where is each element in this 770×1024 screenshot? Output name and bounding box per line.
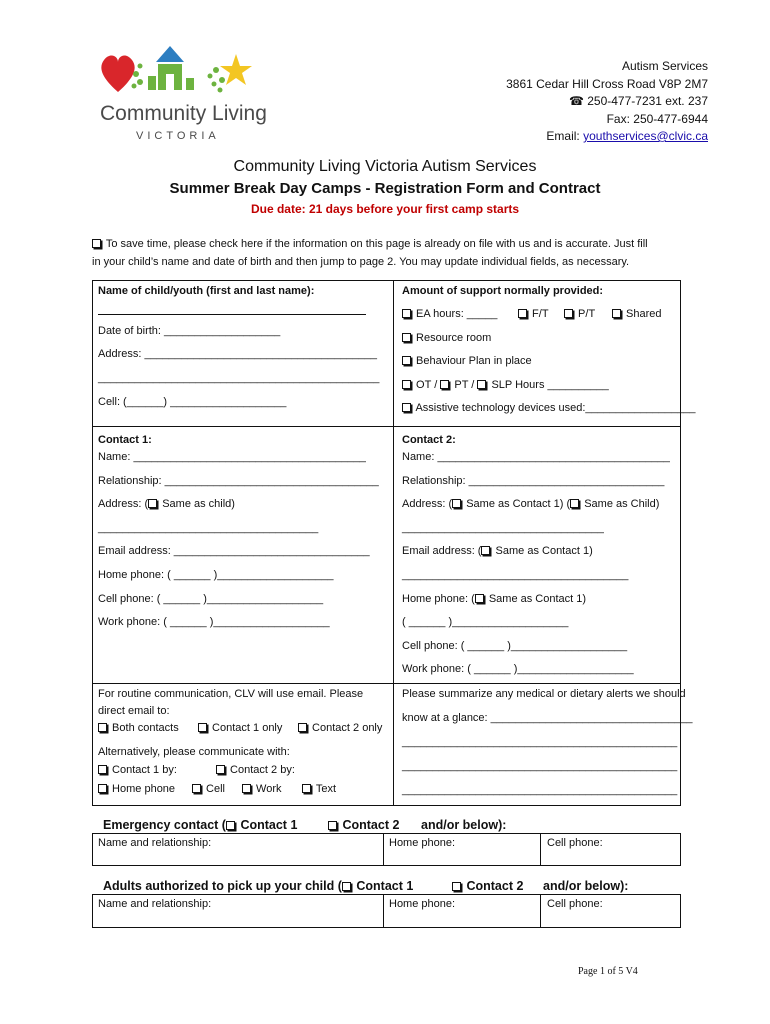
cell-checkbox[interactable]	[192, 784, 201, 793]
pickup-name-cell[interactable]: Name and relationship:	[98, 898, 212, 910]
email-link[interactable]: youthservices@clvic.ca	[583, 129, 708, 143]
resource-room-option: Resource room	[402, 332, 491, 344]
pt-checkbox[interactable]	[564, 309, 573, 318]
medical-field-4[interactable]: _____________________________________________	[402, 784, 678, 796]
logo-subtext: VICTORIA	[136, 130, 220, 142]
home-phone-option: Home phone	[98, 783, 175, 795]
medical-field-3[interactable]: _____________________________________________	[402, 760, 678, 772]
assistive-tech-option: Assistive technology devices used:__________________	[402, 402, 696, 414]
therapy-hours-option: OT / PT / SLP Hours __________	[402, 379, 609, 391]
due-date: Due date: 21 days before your first camp starts	[250, 202, 520, 216]
intro-line-2: in your child’s name and date of birth and then jump to page 2. You may update individual fields, as necessary.	[92, 256, 630, 268]
pt-option: P/T	[564, 308, 595, 320]
contact1-title: Contact 1:	[98, 434, 152, 446]
contact2-email-line-2[interactable]: _____________________________________	[402, 569, 629, 581]
contact2-home-same-checkbox[interactable]	[475, 594, 484, 603]
emergency-contact1-checkbox[interactable]	[226, 821, 235, 830]
contact1-address-field: Address: ( Same as child)	[98, 498, 235, 510]
contact1-relationship-field[interactable]: Relationship: ___________________________________	[98, 475, 379, 487]
work-checkbox[interactable]	[242, 784, 251, 793]
medical-field-2[interactable]: _____________________________________________	[402, 736, 678, 748]
contact2-only-option: Contact 2 only	[298, 722, 382, 734]
resource-room-checkbox[interactable]	[402, 333, 411, 342]
emergency-contact2-checkbox[interactable]	[328, 821, 337, 830]
heart-icon	[101, 56, 134, 92]
child-cell-field[interactable]: Cell: (______) ___________________	[98, 396, 287, 408]
street-address: 3861 Cedar Hill Cross Road V8P 2M7	[506, 76, 708, 91]
child-name-field[interactable]	[98, 303, 366, 315]
child-address-field[interactable]: Address: ______________________________________	[98, 348, 377, 360]
both-contacts-option: Both contacts	[98, 722, 179, 734]
contact1-by-option: Contact 1 by:	[98, 764, 177, 776]
pickup-heading-end: and/or below):	[543, 879, 629, 893]
emergency-name-cell[interactable]: Name and relationship:	[98, 837, 212, 849]
pickup-heading: Adults authorized to pick up your child ( Contact 1	[103, 879, 414, 893]
slp-checkbox[interactable]	[477, 380, 486, 389]
contact1-cell-phone-field[interactable]: Cell phone: ( ______ )___________________	[98, 593, 324, 605]
contact1-only-option: Contact 1 only	[198, 722, 282, 734]
contact2-cell-phone-field[interactable]: Cell phone: ( ______ )___________________	[402, 640, 628, 652]
org-name: Autism Services	[621, 59, 708, 73]
house-roof-icon	[156, 46, 184, 62]
pt-therapy-checkbox[interactable]	[440, 380, 449, 389]
contact1-by-checkbox[interactable]	[98, 765, 107, 774]
support-title: Amount of support normally provided:	[402, 285, 604, 297]
alt-comm-text: Alternatively, please communicate with:	[98, 746, 290, 758]
contact2-email-same-checkbox[interactable]	[481, 546, 490, 555]
ea-hours-checkbox[interactable]	[402, 309, 411, 318]
contact2-email-field: Email address: ( Same as Contact 1)	[402, 545, 593, 557]
text-checkbox[interactable]	[302, 784, 311, 793]
contact2-title: Contact 2:	[402, 434, 456, 446]
contact2-work-phone-field[interactable]: Work phone: ( ______ )___________________	[402, 663, 634, 675]
contact2-home-phone-line-2[interactable]: ( ______ )___________________	[402, 616, 569, 628]
home-phone-checkbox[interactable]	[98, 784, 107, 793]
logo	[96, 40, 266, 150]
both-contacts-checkbox[interactable]	[98, 723, 107, 732]
assistive-tech-checkbox[interactable]	[402, 403, 411, 412]
text-option: Text	[302, 783, 336, 795]
contact2-same-as-contact1-checkbox[interactable]	[452, 499, 461, 508]
page-number: Page 1 of 5 V4	[578, 966, 638, 977]
contact2-relationship-field[interactable]: Relationship: ________________________________	[402, 475, 665, 487]
address-block	[506, 58, 708, 146]
pickup-heading-c2: Contact 2	[452, 879, 523, 893]
fax-number: Fax: 250-477-6944	[606, 111, 708, 126]
contact2-by-option: Contact 2 by:	[216, 764, 295, 776]
routine-comm-text-2: direct email to:	[98, 705, 170, 717]
logo-graphic	[96, 40, 256, 100]
pickup-contact2-checkbox[interactable]	[452, 882, 461, 891]
email-line: Email: youthservices@clvic.ca	[546, 129, 708, 143]
medical-text-1: Please summarize any medical or dietary alerts we should	[402, 688, 686, 700]
contact1-home-phone-field[interactable]: Home phone: ( ______ )___________________	[98, 569, 334, 581]
behaviour-plan-checkbox[interactable]	[402, 356, 411, 365]
contact2-address-field: Address: ( Same as Contact 1) ( Same as Child)	[402, 498, 660, 510]
contact1-address-line-2[interactable]: ____________________________________	[98, 522, 319, 534]
emergency-cell-cell[interactable]: Cell phone:	[547, 837, 603, 849]
intro-line-1: To save time, please check here if the information on this page is already on file with us and is accurate. Just fill	[92, 238, 648, 250]
emergency-heading: Emergency contact ( Contact 1	[103, 818, 298, 832]
ft-option: F/T	[518, 308, 549, 320]
emergency-heading-end: and/or below):	[421, 818, 507, 832]
contact2-same-as-child-checkbox[interactable]	[570, 499, 579, 508]
contact1-work-phone-field[interactable]: Work phone: ( ______ )___________________	[98, 616, 330, 628]
emergency-heading-c2: Contact 2	[328, 818, 399, 832]
pickup-home-cell[interactable]: Home phone:	[389, 898, 456, 910]
child-name-label: Name of child/youth (first and last name):	[98, 285, 315, 297]
contact2-name-field[interactable]: Name: ______________________________________	[402, 451, 670, 463]
ot-checkbox[interactable]	[402, 380, 411, 389]
on-file-checkbox[interactable]	[92, 239, 101, 248]
shared-option: Shared	[612, 308, 662, 320]
contact2-by-checkbox[interactable]	[216, 765, 225, 774]
contact2-home-phone-field: Home phone: ( Same as Contact 1)	[402, 593, 587, 605]
ea-hours-option: EA hours: _____	[402, 308, 497, 320]
child-address-line-2[interactable]: ______________________________________________	[98, 372, 380, 384]
shared-checkbox[interactable]	[612, 309, 621, 318]
form-title: Summer Break Day Camps - Registration Form and Contract	[169, 180, 601, 197]
child-dob-field[interactable]: Date of birth: ___________________	[98, 325, 281, 337]
contact1-name-field[interactable]: Name: ______________________________________	[98, 451, 366, 463]
pickup-cell-cell[interactable]: Cell phone:	[547, 898, 603, 910]
ft-checkbox[interactable]	[518, 309, 527, 318]
contact2-only-checkbox[interactable]	[298, 723, 307, 732]
page-title: Community Living Victoria Autism Services	[233, 158, 537, 175]
contact1-same-as-child-checkbox[interactable]	[148, 499, 157, 508]
contact1-only-checkbox[interactable]	[198, 723, 207, 732]
behaviour-plan-option: Behaviour Plan in place	[402, 355, 532, 367]
routine-comm-text-1: For routine communication, CLV will use email. Please	[98, 688, 364, 700]
phone-number: ☎ 250-477-7231 ext. 237	[568, 94, 708, 108]
logo-text: Community Living	[100, 102, 267, 125]
work-option: Work	[242, 783, 282, 795]
pickup-contact1-checkbox[interactable]	[342, 882, 351, 891]
emergency-home-cell[interactable]: Home phone:	[389, 837, 456, 849]
medical-field-1[interactable]: know at a glance: _________________________________	[402, 712, 693, 724]
contact1-email-field[interactable]: Email address: ________________________________	[98, 545, 370, 557]
contact2-address-line-2[interactable]: _________________________________	[402, 522, 604, 534]
cell-option: Cell	[192, 783, 225, 795]
